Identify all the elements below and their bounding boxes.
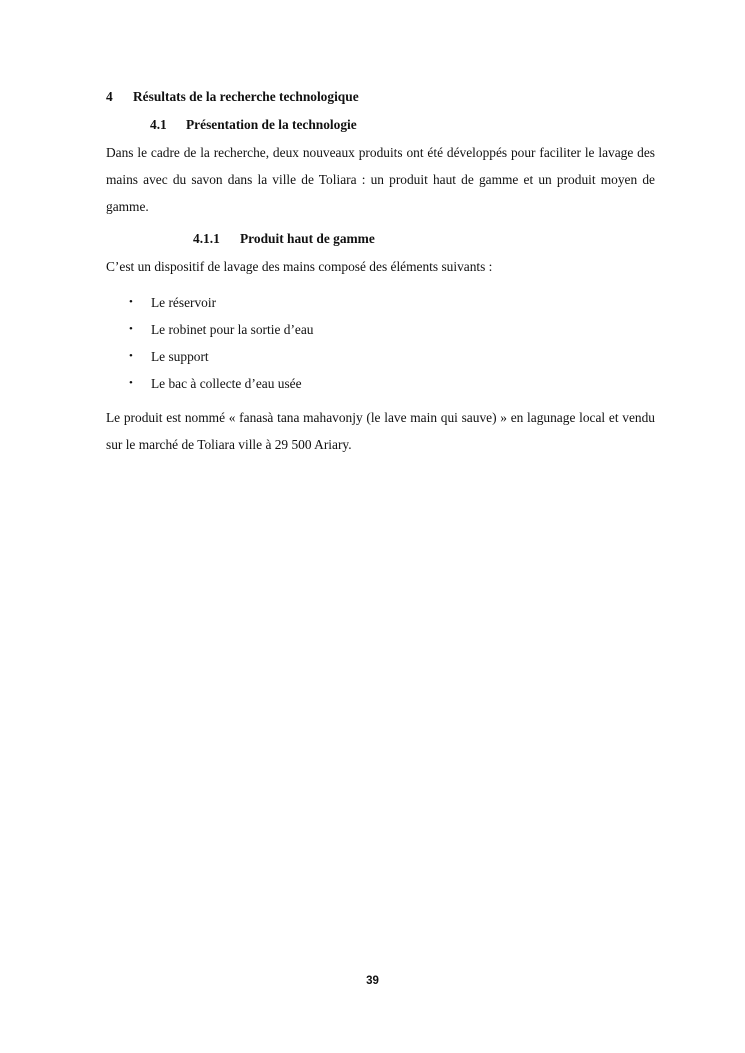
subsubsection-heading xyxy=(193,231,375,247)
list-item xyxy=(106,370,314,397)
intro-paragraph: Dans le cadre de la recherche, deux nouveaux produits ont été développés pour faciliter le lavage des mains avec du savon dans la ville de Toliara : un produit haut de gamme et un produit moyen de gamme. xyxy=(106,145,655,214)
list-item xyxy=(106,343,314,370)
list-item xyxy=(106,289,314,316)
list-item-text: Le bac à collecte d’eau usée xyxy=(151,376,302,391)
list-item-text: Le réservoir xyxy=(151,295,217,310)
components-intro: C’est un dispositif de lavage des mains composé des éléments suivants : xyxy=(106,259,493,274)
list-item-text: Le support xyxy=(151,349,209,364)
subsection-heading xyxy=(150,117,357,133)
section-title: Résultats de la recherche technologique xyxy=(133,89,359,104)
subsubsection-title: Produit haut de gamme xyxy=(240,231,375,246)
list-item xyxy=(106,316,314,343)
bullet-icon: • xyxy=(129,377,133,389)
components-list xyxy=(106,289,314,397)
bullet-icon: • xyxy=(129,350,133,362)
subsubsection-number: 4.1.1 xyxy=(193,231,220,246)
list-item-text: Le robinet pour la sortie d’eau xyxy=(151,322,314,337)
page-number: 39 xyxy=(366,975,379,987)
section-number: 4 xyxy=(106,89,113,104)
closing-paragraph: Le produit est nommé « fanasà tana mahavonjy (le lave main qui sauve) » en lagunage local et vendu sur le marché de Toliara ville à 29 500 Ariary. xyxy=(106,410,655,452)
subsection-number: 4.1 xyxy=(150,117,167,132)
section-heading xyxy=(106,89,359,105)
bullet-icon: • xyxy=(129,323,133,335)
subsection-title: Présentation de la technologie xyxy=(186,117,357,132)
bullet-icon: • xyxy=(129,296,133,308)
